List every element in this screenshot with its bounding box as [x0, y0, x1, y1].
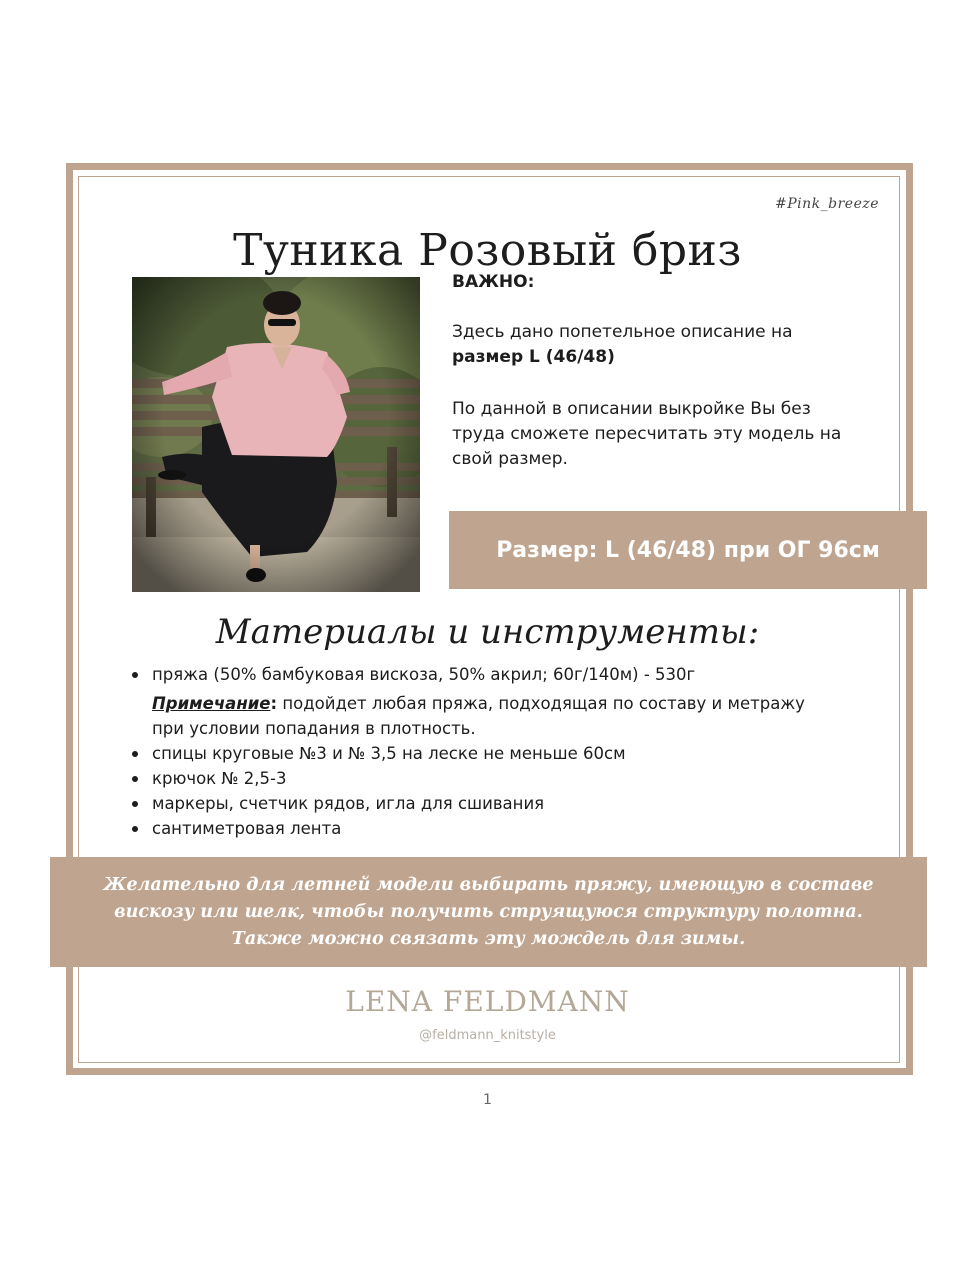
- social-handle: @feldmann_knitstyle: [419, 1028, 556, 1043]
- advice-line-2: вискозу или шелк, чтобы получить струящуюся структуру полотна.: [114, 901, 863, 922]
- advice-line-3: Также можно связать эту мождель для зимы.: [231, 928, 746, 949]
- list-item: [132, 741, 832, 766]
- list-item: [132, 816, 832, 841]
- list-item: [132, 662, 832, 687]
- materials-note: [132, 691, 832, 741]
- note-colon: :: [270, 694, 278, 713]
- important-size-value: размер L (46/48): [452, 347, 615, 367]
- important-paragraph-size: [452, 320, 872, 370]
- materials-heading: Материалы и инструменты:: [215, 612, 760, 652]
- brand-name: LENA FELDMANN: [345, 985, 630, 1018]
- model-photo: [132, 277, 420, 592]
- bullet-icon: [132, 801, 138, 807]
- note-label: Примечание: [152, 694, 271, 713]
- materials-list: [132, 662, 832, 841]
- list-item-text: спицы круговые №3 и № 3,5 на леске не меньше 60см: [152, 744, 626, 763]
- list-item-text: пряжа (50% бамбуковая вискоза, 50% акрил; 60г/140м) - 530г: [152, 665, 696, 684]
- bullet-icon: [132, 751, 138, 757]
- list-item-text: крючок № 2,5-3: [152, 769, 287, 788]
- bullet-icon: [132, 776, 138, 782]
- note-text: подойдет любая пряжа, подходящая по составу и метражу при условии попадания в плотность.: [152, 694, 805, 738]
- list-item: [132, 791, 832, 816]
- list-item-text: сантиметровая лента: [152, 819, 342, 838]
- page-number: 1: [483, 1092, 492, 1108]
- list-item-text: маркеры, счетчик рядов, игла для сшивания: [152, 794, 545, 813]
- bullet-icon: [132, 672, 138, 678]
- size-banner: [449, 511, 927, 589]
- advice-line-1: Желательно для летней модели выбирать пряжу, имеющую в составе: [103, 874, 874, 895]
- size-banner-text: Размер: L (46/48) при ОГ 96см: [496, 537, 880, 563]
- hashtag: #Pink_breeze: [775, 196, 880, 212]
- important-heading: ВАЖНО:: [452, 272, 535, 292]
- model-photo-illustration: [132, 277, 420, 592]
- bullet-icon: [132, 826, 138, 832]
- important-size-text: Здесь дано попетельное описание на: [452, 322, 793, 342]
- advice-banner: [50, 857, 927, 967]
- page-title: Туника Розовый бриз: [233, 225, 742, 277]
- list-item: [132, 766, 832, 791]
- important-paragraph-resize: По данной в описании выкройке Вы без труда сможете пересчитать эту модель на свой размер.: [452, 399, 842, 469]
